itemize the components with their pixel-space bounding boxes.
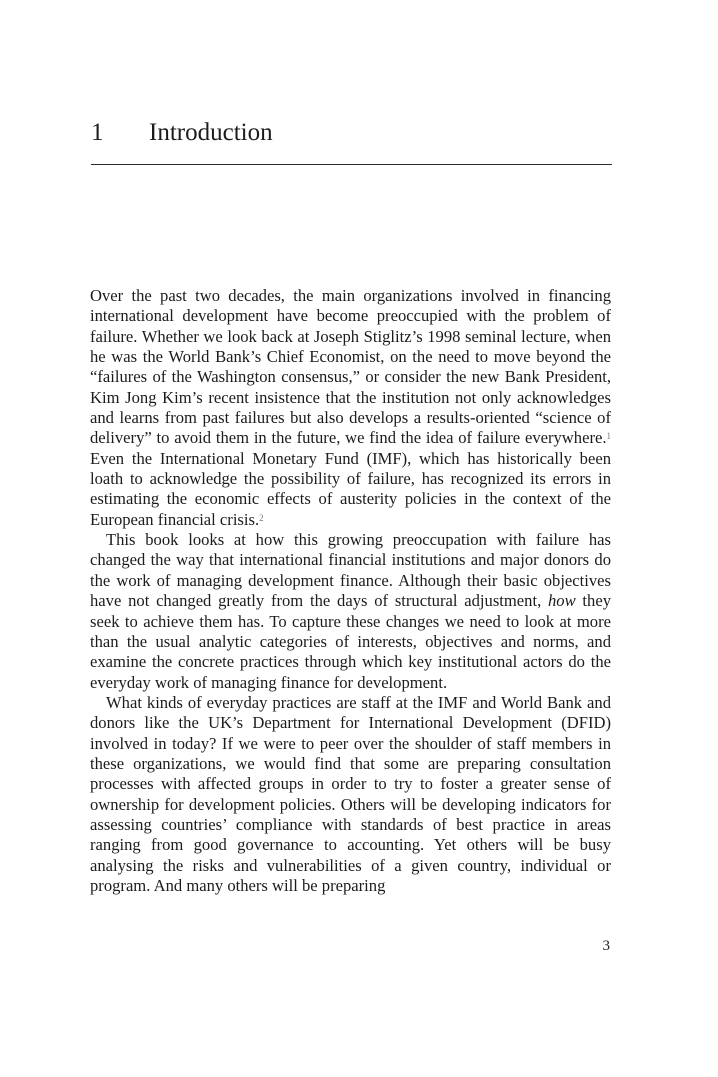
chapter-heading xyxy=(91,113,613,153)
paragraph-3 xyxy=(90,693,611,896)
chapter-rule-divider xyxy=(91,164,612,165)
paragraph-text: Over the past two decades, the main organizations involved in financing international development have become preoccupied with the problem of failure. Whether we look back at Joseph Stiglitz’s 1998 seminal lecture, when he was the World Bank’s Chief Economist, on the need to move beyond the “failures of the Washington consensus,” or consider the new Bank President, Kim Jong Kim’s recent insistence that the institution not only acknowledges and learns from past failures but also develops a results-oriented “science of delivery” to avoid them in the future, we find the idea of failure everywhere. xyxy=(90,286,611,448)
paragraph-text: they seek to achieve them has. To capture these changes we need to look at more than the usual analytic categories of interests, objectives and norms, and examine the concrete practices through which key institutional actors do the everyday work of managing finance for development. xyxy=(90,591,611,692)
paragraph-1 xyxy=(90,286,611,530)
page-number: 3 xyxy=(602,938,610,954)
emphasis-text: how xyxy=(547,591,576,611)
footnote-ref-2[interactable]: 2 xyxy=(259,512,264,523)
footnote-ref-1[interactable]: 1 xyxy=(606,431,611,442)
paragraph-text: What kinds of everyday practices are staff at the IMF and World Bank and donors like the UK’s Department for International Development (DFID) involved in today? If we were to peer over the shoulder of staff members in these organizations, we would find that some are preparing consultation processes with affected groups in order to try to foster a greater sense of ownership for development policies. Others will be developing indicators for assessing countries’ compliance with standards of best practice in areas ranging from good governance to accounting. Yet others will be busy analysing the risks and vulnerabilities of a given country, individual or program. And many others will be preparing xyxy=(90,692,611,895)
chapter-title: Introduction xyxy=(149,119,273,146)
chapter-number: 1 xyxy=(91,119,104,146)
paragraph-text: This book looks at how this growing preoccupation with failure has changed the way that international financial institutions and major donors do the work of managing development finance. Although their basic objectives have not changed greatly from the days of structural adjustment, xyxy=(90,530,611,611)
paragraph-text: Even the International Monetary Fund (IMF), which has historically been loath to acknowledge the possibility of failure, has recognized its errors in estimating the economic effects of austerity policies in the context of the European financial crisis. xyxy=(90,448,611,529)
body-text xyxy=(90,286,611,896)
paragraph-2 xyxy=(90,530,611,693)
